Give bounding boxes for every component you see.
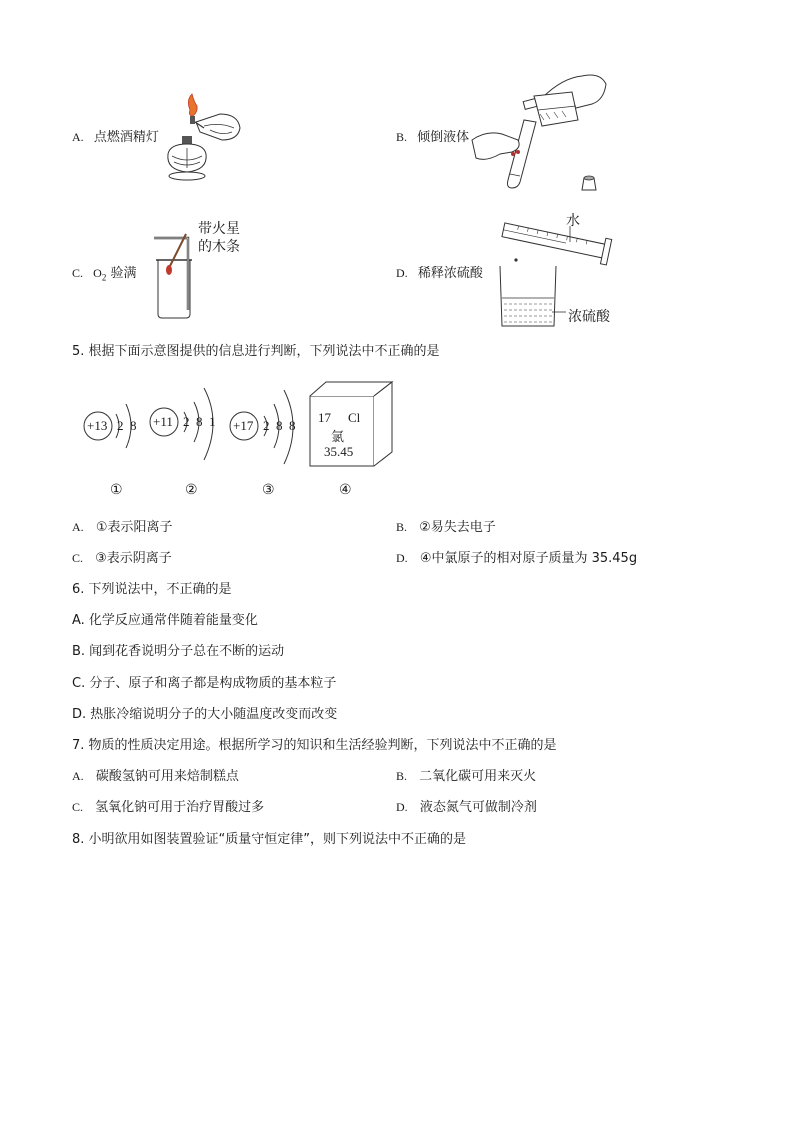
option-text: 碳酸氢钠可用来焙制糕点 <box>95 769 239 784</box>
option-letter: C. <box>72 551 84 565</box>
option-text: 液态氮气可做制冷剂 <box>419 800 537 815</box>
option-letter: B. <box>396 520 408 534</box>
option-letter: B. <box>396 130 408 144</box>
q6-option-d: D. 热胀冷缩说明分子的大小随温度改变而改变 <box>72 707 338 722</box>
atom-2-nucleus: +11 <box>153 414 173 429</box>
option-text: ①表示阳离子 <box>95 520 173 535</box>
element-symbol: Cl <box>348 410 361 425</box>
water-label: 水 <box>566 213 580 229</box>
q5-option-a <box>72 516 172 535</box>
oxygen-symbol: O <box>93 266 102 280</box>
oxygen-subscript: 2 <box>101 272 107 283</box>
q6-option-a: A. 化学反应通常伴随着能量变化 <box>72 613 258 628</box>
q6-option-b: B. 闻到花香说明分子总在不断的运动 <box>72 644 285 659</box>
option-text: 验满 <box>110 266 137 281</box>
q7-option-a <box>72 765 239 784</box>
element-number: 17 <box>318 410 331 425</box>
element-mass: 35.45 <box>324 444 354 459</box>
option-letter: D. <box>396 800 408 814</box>
q5-option-d <box>396 547 637 566</box>
atom-3-shells: 2 8 8 <box>263 418 296 433</box>
concentrated-acid-label: 浓硫酸 <box>568 309 610 325</box>
pouring-liquid-illustration <box>472 70 612 195</box>
q4-option-a <box>72 126 159 145</box>
atom-2-shells: 2 8 1 <box>183 414 216 429</box>
wooden-splint-label-line1: 带火星 <box>198 221 240 237</box>
q7-option-c <box>72 796 264 815</box>
option-letter: D. <box>396 551 408 565</box>
option-letter: A. <box>72 520 84 534</box>
diagram-mark-2: ② <box>185 483 198 498</box>
option-letter: C. <box>72 800 84 814</box>
q7-option-d <box>396 796 537 815</box>
q6-option-c: C. 分子、原子和离子都是构成物质的基本粒子 <box>72 676 337 691</box>
atom-1-shells: 2 8 <box>117 418 137 433</box>
q4-option-b <box>396 126 469 145</box>
alcohol-lamp-illustration <box>160 92 250 187</box>
option-letter: C. <box>72 266 84 280</box>
q5-option-c <box>72 547 172 566</box>
q7-option-b <box>396 765 536 784</box>
atom-1-nucleus: +13 <box>87 418 108 433</box>
q4-option-c <box>72 262 136 283</box>
option-text: 氢氧化钠可用于治疗胃酸过多 <box>95 800 265 815</box>
atom-3-nucleus: +17 <box>233 418 254 433</box>
option-text: 二氧化碳可用来灭火 <box>419 769 537 784</box>
question-8-stem: 8. 小明欲用如图装置验证“质量守恒定律”，则下列说法中不正确的是 <box>72 832 467 847</box>
option-letter: B. <box>396 769 408 783</box>
wooden-splint-label-line2: 的木条 <box>198 239 240 255</box>
option-letter: A. <box>72 130 84 144</box>
option-text: ③表示阴离子 <box>95 551 172 566</box>
option-text: 点燃酒精灯 <box>93 130 159 145</box>
question-7-stem: 7. 物质的性质决定用途。根据所学习的知识和生活经验判断，下列说法中不正确的是 <box>72 738 557 753</box>
option-letter: D. <box>396 266 408 280</box>
option-text: 稀释浓硫酸 <box>417 266 483 281</box>
diagram-mark-4: ④ <box>339 483 352 498</box>
diagram-mark-1: ① <box>110 483 123 498</box>
option-letter: A. <box>72 769 84 783</box>
question-6-stem: 6. 下列说法中，不正确的是 <box>72 582 232 597</box>
q4-option-d <box>396 262 483 281</box>
option-text: ④中氯原子的相对原子质量为 35.45g <box>419 551 638 566</box>
question-5-stem: 5. 根据下面示意图提供的信息进行判断，下列说法中不正确的是 <box>72 344 440 359</box>
q5-option-b <box>396 516 496 535</box>
element-name: 氯 <box>331 430 345 445</box>
option-text: 倾倒液体 <box>417 130 470 145</box>
diagram-mark-3: ③ <box>262 483 275 498</box>
option-text: ②易失去电子 <box>419 520 496 535</box>
